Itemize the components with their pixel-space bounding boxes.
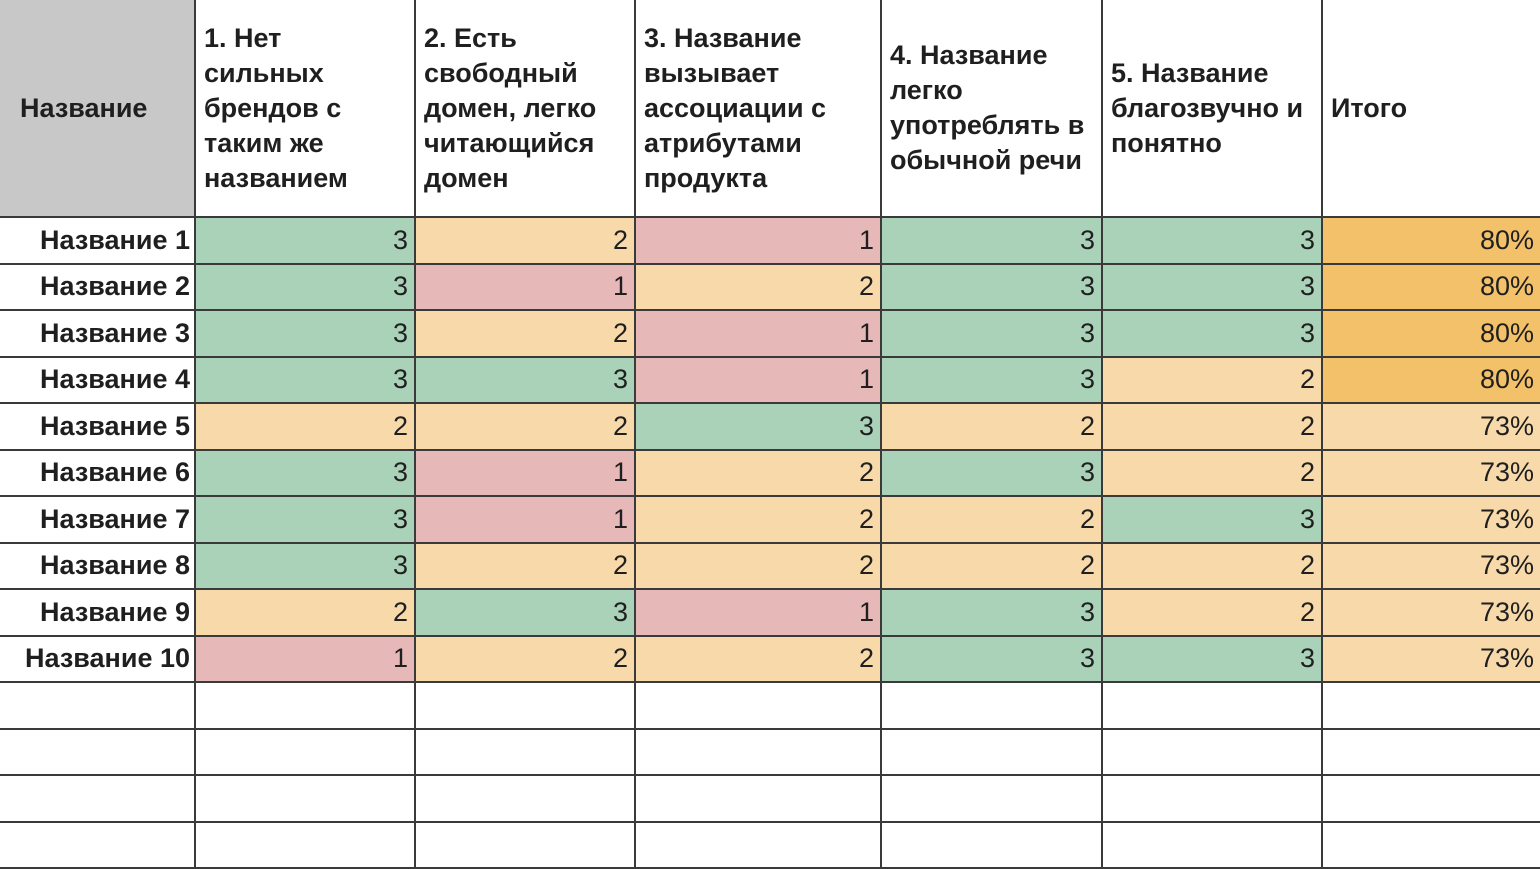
empty-cell[interactable] [881, 822, 1102, 869]
total-cell[interactable]: 80% [1322, 217, 1540, 264]
table-row [0, 450, 1540, 497]
header-row [0, 0, 1540, 217]
score-cell-criterion-2[interactable]: 3 [415, 357, 635, 404]
empty-cell[interactable] [1102, 729, 1322, 776]
score-cell-criterion-2[interactable]: 2 [415, 217, 635, 264]
column-header-criterion-2[interactable]: 2. Есть свободный домен, легко читающийся домен [415, 0, 635, 217]
column-header-criterion-3[interactable]: 3. Название вызывает ассоциации с атрибутами продукта [635, 0, 881, 217]
score-cell-criterion-3[interactable]: 2 [635, 264, 881, 311]
empty-cell[interactable] [881, 682, 1102, 729]
table-row [0, 589, 1540, 636]
table-row [0, 357, 1540, 404]
empty-row [0, 822, 1540, 869]
empty-cell[interactable] [1102, 822, 1322, 869]
empty-cell[interactable] [1322, 682, 1540, 729]
column-header-criterion-1[interactable]: 1. Нет сильных брендов с таким же названием [195, 0, 415, 217]
empty-cell[interactable] [1322, 822, 1540, 869]
table-row [0, 310, 1540, 357]
empty-cell[interactable] [635, 682, 881, 729]
score-cell-criterion-4[interactable]: 3 [881, 264, 1102, 311]
score-cell-criterion-3[interactable]: 2 [635, 543, 881, 590]
score-cell-criterion-3[interactable]: 2 [635, 636, 881, 683]
score-cell-criterion-1[interactable]: 3 [195, 310, 415, 357]
score-cell-criterion-1[interactable]: 3 [195, 450, 415, 497]
empty-cell[interactable] [635, 729, 881, 776]
score-cell-criterion-5[interactable]: 2 [1102, 589, 1322, 636]
total-cell[interactable]: 80% [1322, 357, 1540, 404]
row-name-cell[interactable]: Название 3 [0, 310, 195, 357]
empty-cell[interactable] [0, 682, 195, 729]
row-name-cell[interactable]: Название 9 [0, 589, 195, 636]
score-cell-criterion-1[interactable]: 3 [195, 496, 415, 543]
empty-cell[interactable] [635, 775, 881, 822]
empty-cell[interactable] [195, 822, 415, 869]
score-cell-criterion-3[interactable]: 2 [635, 496, 881, 543]
score-cell-criterion-2[interactable]: 1 [415, 264, 635, 311]
empty-cell[interactable] [195, 729, 415, 776]
empty-row [0, 729, 1540, 776]
score-cell-criterion-1[interactable]: 1 [195, 636, 415, 683]
score-cell-criterion-1[interactable]: 3 [195, 357, 415, 404]
score-cell-criterion-4[interactable]: 3 [881, 636, 1102, 683]
score-cell-criterion-2[interactable]: 1 [415, 450, 635, 497]
score-cell-criterion-2[interactable]: 2 [415, 403, 635, 450]
score-cell-criterion-5[interactable]: 3 [1102, 496, 1322, 543]
total-cell[interactable]: 73% [1322, 450, 1540, 497]
total-cell[interactable]: 73% [1322, 589, 1540, 636]
column-header-criterion-4[interactable]: 4. Название легко употреблять в обычной речи [881, 0, 1102, 217]
column-header-criterion-5[interactable]: 5. Название благозвучно и понятно [1102, 0, 1322, 217]
score-cell-criterion-4[interactable]: 3 [881, 310, 1102, 357]
score-cell-criterion-4[interactable]: 3 [881, 450, 1102, 497]
table-row [0, 543, 1540, 590]
score-cell-criterion-2[interactable]: 2 [415, 543, 635, 590]
empty-cell[interactable] [195, 682, 415, 729]
score-cell-criterion-2[interactable]: 3 [415, 589, 635, 636]
score-cell-criterion-2[interactable]: 2 [415, 310, 635, 357]
score-cell-criterion-5[interactable]: 2 [1102, 403, 1322, 450]
empty-cell[interactable] [0, 822, 195, 869]
empty-cell[interactable] [635, 822, 881, 869]
score-cell-criterion-3[interactable]: 1 [635, 310, 881, 357]
table-row [0, 636, 1540, 683]
table-row [0, 496, 1540, 543]
row-name-cell[interactable]: Название 6 [0, 450, 195, 497]
column-header-name[interactable]: Название [0, 0, 195, 217]
score-cell-criterion-3[interactable]: 1 [635, 217, 881, 264]
empty-cell[interactable] [1322, 729, 1540, 776]
row-name-cell[interactable]: Название 5 [0, 403, 195, 450]
table-row [0, 264, 1540, 311]
score-cell-criterion-3[interactable]: 2 [635, 450, 881, 497]
empty-cell[interactable] [0, 775, 195, 822]
row-name-cell[interactable]: Название 2 [0, 264, 195, 311]
score-cell-criterion-1[interactable]: 3 [195, 264, 415, 311]
score-cell-criterion-5[interactable]: 2 [1102, 357, 1322, 404]
empty-cell[interactable] [415, 822, 635, 869]
total-cell[interactable]: 80% [1322, 310, 1540, 357]
score-cell-criterion-1[interactable]: 3 [195, 543, 415, 590]
column-header-total[interactable]: Итого [1322, 0, 1540, 217]
score-cell-criterion-3[interactable]: 1 [635, 589, 881, 636]
empty-cell[interactable] [881, 729, 1102, 776]
empty-cell[interactable] [0, 729, 195, 776]
score-cell-criterion-5[interactable]: 2 [1102, 543, 1322, 590]
score-cell-criterion-2[interactable]: 1 [415, 496, 635, 543]
table-row [0, 403, 1540, 450]
table-row [0, 217, 1540, 264]
score-cell-criterion-5[interactable]: 3 [1102, 310, 1322, 357]
empty-cell[interactable] [1102, 682, 1322, 729]
row-name-cell[interactable]: Название 8 [0, 543, 195, 590]
total-cell[interactable]: 73% [1322, 403, 1540, 450]
score-cell-criterion-5[interactable]: 3 [1102, 264, 1322, 311]
table-body [0, 217, 1540, 868]
row-name-cell[interactable]: Название 4 [0, 357, 195, 404]
score-cell-criterion-1[interactable]: 3 [195, 217, 415, 264]
empty-cell[interactable] [415, 682, 635, 729]
score-cell-criterion-1[interactable]: 2 [195, 403, 415, 450]
score-cell-criterion-4[interactable]: 2 [881, 543, 1102, 590]
total-cell[interactable]: 73% [1322, 496, 1540, 543]
score-cell-criterion-4[interactable]: 3 [881, 217, 1102, 264]
empty-cell[interactable] [881, 775, 1102, 822]
empty-cell[interactable] [1322, 775, 1540, 822]
total-cell[interactable]: 73% [1322, 636, 1540, 683]
score-cell-criterion-3[interactable]: 3 [635, 403, 881, 450]
row-name-cell[interactable]: Название 10 [0, 636, 195, 683]
score-cell-criterion-2[interactable]: 2 [415, 636, 635, 683]
score-cell-criterion-5[interactable]: 2 [1102, 450, 1322, 497]
score-cell-criterion-4[interactable]: 2 [881, 496, 1102, 543]
empty-row [0, 775, 1540, 822]
row-name-cell[interactable]: Название 1 [0, 217, 195, 264]
empty-cell[interactable] [415, 775, 635, 822]
total-cell[interactable]: 80% [1322, 264, 1540, 311]
row-name-cell[interactable]: Название 7 [0, 496, 195, 543]
score-cell-criterion-1[interactable]: 2 [195, 589, 415, 636]
score-cell-criterion-4[interactable]: 3 [881, 589, 1102, 636]
score-cell-criterion-3[interactable]: 1 [635, 357, 881, 404]
score-cell-criterion-5[interactable]: 3 [1102, 217, 1322, 264]
score-cell-criterion-4[interactable]: 3 [881, 357, 1102, 404]
total-cell[interactable]: 73% [1322, 543, 1540, 590]
empty-cell[interactable] [195, 775, 415, 822]
empty-cell[interactable] [415, 729, 635, 776]
empty-row [0, 682, 1540, 729]
score-cell-criterion-5[interactable]: 3 [1102, 636, 1322, 683]
score-cell-criterion-4[interactable]: 2 [881, 403, 1102, 450]
empty-cell[interactable] [1102, 775, 1322, 822]
